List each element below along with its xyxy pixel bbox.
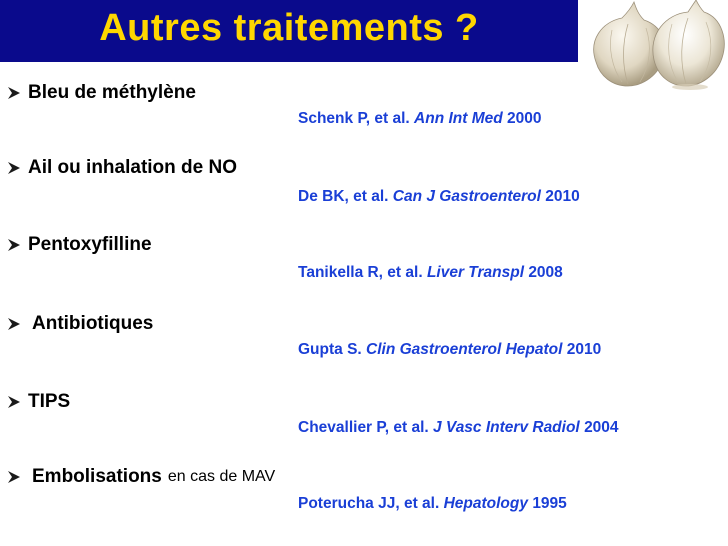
ref-journal: Ann Int Med bbox=[414, 110, 503, 127]
ref-authors: Schenk P, et al. bbox=[298, 110, 410, 127]
bullet-arrow-icon bbox=[6, 394, 22, 410]
item-note: en cas de MAV bbox=[167, 468, 276, 485]
ref-journal: J Vasc Interv Radiol bbox=[433, 419, 580, 436]
list-item-pentoxyfilline bbox=[6, 234, 152, 256]
garlic-image bbox=[582, 0, 728, 92]
ref-year: 2010 bbox=[545, 188, 580, 205]
ref-authors: Tanikella R, et al. bbox=[298, 264, 423, 281]
ref-journal: Clin Gastroenterol Hepatol bbox=[366, 341, 563, 358]
bullet-arrow-icon bbox=[6, 237, 22, 253]
item-label: Ail ou inhalation de NO bbox=[28, 157, 237, 178]
ref-authors: Poterucha JJ, et al. bbox=[298, 495, 440, 512]
list-item-methylene-blue bbox=[6, 82, 196, 104]
reference-3 bbox=[298, 264, 563, 282]
title-bar bbox=[0, 0, 578, 62]
reference-1 bbox=[298, 110, 542, 128]
item-label: Embolisations bbox=[32, 466, 162, 487]
ref-year: 2010 bbox=[566, 341, 602, 358]
ref-authors: De BK, et al. bbox=[298, 188, 389, 205]
ref-journal: Liver Transpl bbox=[426, 264, 524, 281]
bullet-arrow-icon bbox=[6, 85, 22, 101]
bullet-arrow-icon bbox=[6, 469, 22, 485]
reference-4 bbox=[298, 341, 601, 359]
item-label: Bleu de méthylène bbox=[28, 82, 196, 103]
item-label: Pentoxyfilline bbox=[28, 234, 152, 255]
ref-authors: Gupta S. bbox=[298, 341, 362, 358]
item-label: Antibiotiques bbox=[32, 313, 154, 334]
bullet-arrow-icon bbox=[6, 160, 22, 176]
list-item-garlic-no bbox=[6, 157, 237, 179]
bullet-arrow-icon bbox=[6, 316, 22, 332]
list-item-embolisations bbox=[6, 466, 275, 488]
ref-year: 2000 bbox=[507, 110, 542, 127]
slide-title: Autres traitements ? bbox=[99, 6, 479, 49]
ref-journal: Can J Gastroenterol bbox=[392, 188, 541, 205]
reference-6 bbox=[298, 495, 567, 513]
item-label: TIPS bbox=[28, 391, 71, 412]
reference-5 bbox=[298, 419, 619, 437]
ref-year: 2008 bbox=[528, 264, 563, 281]
ref-authors: Chevallier P, et al. bbox=[298, 419, 429, 436]
list-item-antibiotiques bbox=[6, 313, 153, 335]
ref-year: 2004 bbox=[584, 419, 619, 436]
reference-2 bbox=[298, 188, 580, 206]
ref-year: 1995 bbox=[532, 495, 567, 512]
list-item-tips bbox=[6, 391, 70, 413]
ref-journal: Hepatology bbox=[443, 495, 528, 512]
